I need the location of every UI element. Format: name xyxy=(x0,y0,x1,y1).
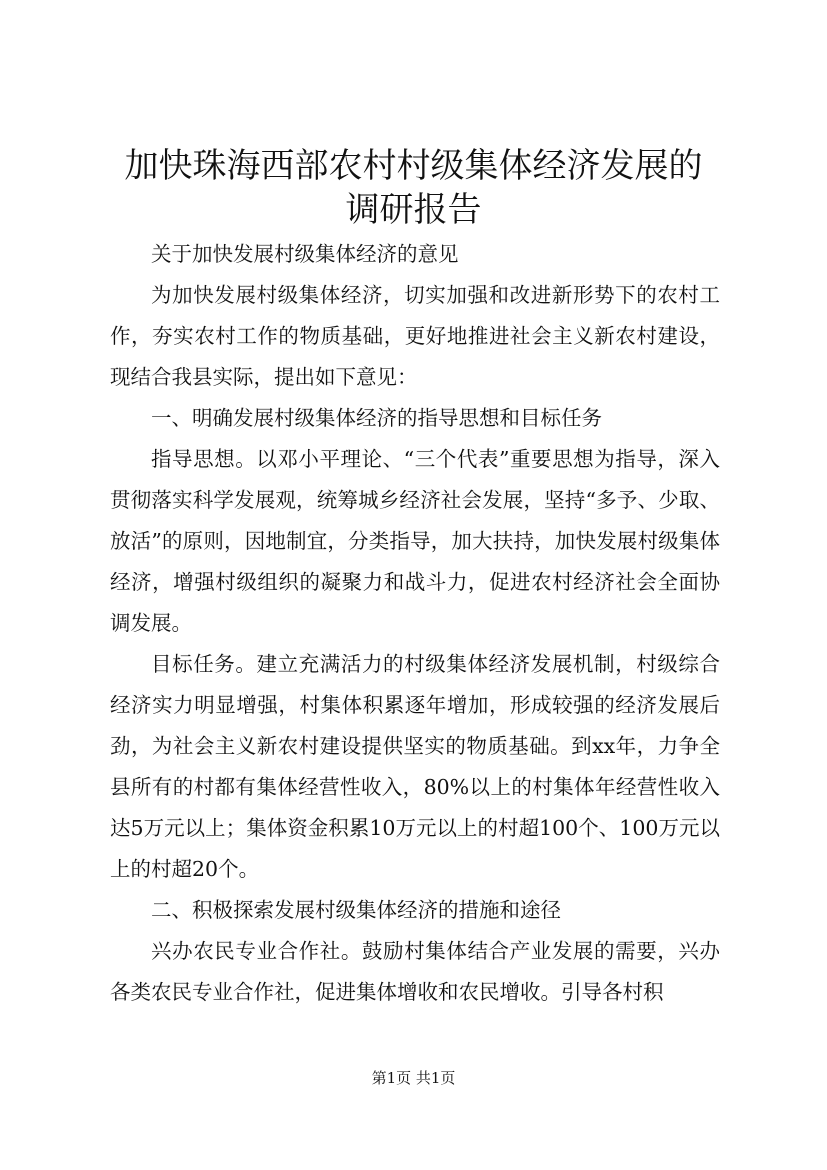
paragraph-cooperatives: 兴办农民专业合作社。鼓励村集体结合产业发展的需要，兴办各类农民专业合作社，促进集体增收和农民增收。引导各村积 xyxy=(110,939,720,1004)
paragraph-guiding-thought: 指导思想。以邓小平理论、“三个代表”重要思想为指导，深入贯彻落实科学发展观，统筹城乡经济社会发展，坚持“多予、少取、放活”的原则，因地制宜，分类指导，加大扶持，加快发展村级集体经济，增强村级组织的凝聚力和战斗力，促进农村经济社会全面协调发展。 xyxy=(110,447,720,635)
paragraph-target-tasks: 目标任务。建立充满活力的村级集体经济发展机制，村级综合经济实力明显增强，村集体积累逐年增加，形成较强的经济发展后劲，为社会主义新农村建设提供坚实的物质基础。到xx年，力争全县所有的村都有集体经营性收入，80%以上的村集体年经营性收入达5万元以上；集体资金积累10万元以上的村超100个、100万元以上的村超20个。 xyxy=(110,652,720,881)
paragraph-subtitle: 关于加快发展村级集体经济的意见 xyxy=(151,242,459,266)
section-heading-1: 一、明确发展村级集体经济的指导思想和目标任务 xyxy=(151,406,602,430)
document-title: 加快珠海西部农村村级集体经济发展的调研报告 xyxy=(124,146,703,230)
document-body xyxy=(110,234,720,1013)
paragraph-intro: 为加快发展村级集体经济，切实加强和改进新形势下的农村工作，夯实农村工作的物质基础，更好地推进社会主义新农村建设，现结合我县实际，提出如下意见： xyxy=(110,283,720,389)
section-heading-2: 二、积极探索发展村级集体经济的措施和途径 xyxy=(151,898,561,922)
page-footer: 第1页 共1页 xyxy=(371,1069,456,1087)
